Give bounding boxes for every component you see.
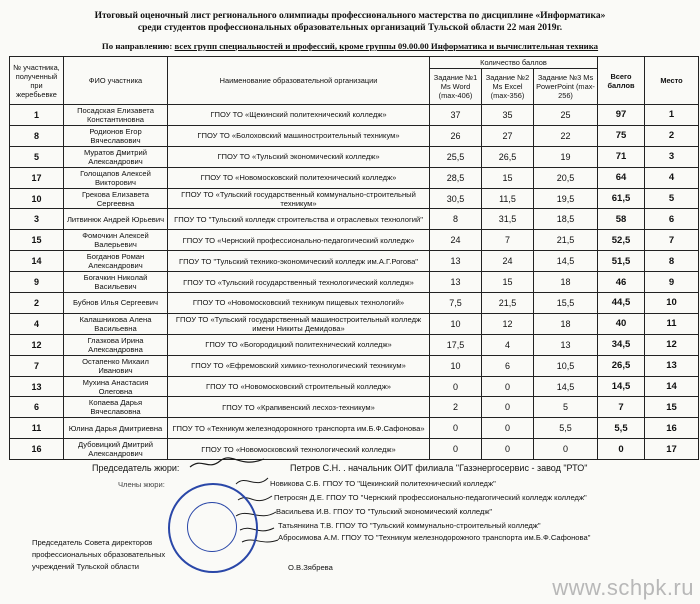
total-score: 51,5 xyxy=(598,251,645,272)
place: 1 xyxy=(645,105,699,126)
organization-name: ГПОУ ТО «Тульский государственный технологический колледж» xyxy=(168,272,430,293)
header-fio: ФИО участника xyxy=(64,57,168,105)
results-table xyxy=(9,56,699,460)
organization-name: ГПОУ ТО «Новомосковский политехнический колледж» xyxy=(168,167,430,188)
participant-number: 17 xyxy=(10,167,64,188)
table-row xyxy=(10,188,699,209)
task-1-score: 26 xyxy=(430,125,482,146)
task-1-score: 37 xyxy=(430,105,482,126)
direction-line xyxy=(0,41,700,51)
task-3-score: 14,5 xyxy=(534,376,598,397)
participant-number: 3 xyxy=(10,209,64,230)
chair-name: Петров С.Н. . начальник ОИТ филиала "Газэнергосервис - завод "РТО" xyxy=(290,463,588,473)
participant-number: 1 xyxy=(10,105,64,126)
task-1-score: 17,5 xyxy=(430,334,482,355)
task-3-score: 18 xyxy=(534,313,598,334)
member-2: Петросян Д.Е. ГПОУ ТО "Чернский профессионально-педагогический колледж колледж" xyxy=(274,493,587,502)
task-2-score: 6 xyxy=(482,355,534,376)
task-3-score: 13 xyxy=(534,334,598,355)
task-3-score: 0 xyxy=(534,439,598,460)
total-score: 0 xyxy=(598,439,645,460)
place: 9 xyxy=(645,272,699,293)
task-1-score: 0 xyxy=(430,439,482,460)
participant-fio: Богачкин Николай Васильевич xyxy=(64,272,168,293)
participant-fio: Копаева Дарья Вячеславовна xyxy=(64,397,168,418)
header-organization: Наименование образовательной организации xyxy=(168,57,430,105)
place: 3 xyxy=(645,146,699,167)
participant-number: 7 xyxy=(10,355,64,376)
total-score: 44,5 xyxy=(598,293,645,314)
task-1-score: 8 xyxy=(430,209,482,230)
title-line-2: среди студентов профессиональных образовательных организаций Тульской области 22 мая 2019г. xyxy=(137,23,563,33)
organization-name: ГПОУ ТО "Тульский колледж строительства и отраслевых технологий" xyxy=(168,209,430,230)
total-score: 34,5 xyxy=(598,334,645,355)
participant-fio: Посадская Елизавета Константиновна xyxy=(64,105,168,126)
task-2-score: 24 xyxy=(482,251,534,272)
total-score: 40 xyxy=(598,313,645,334)
place: 12 xyxy=(645,334,699,355)
header-participant-number: № участника, полученный при жеребьевке xyxy=(10,57,64,105)
council-name: О.В.Зябрева xyxy=(288,563,333,572)
task-3-score: 10,5 xyxy=(534,355,598,376)
participant-number: 12 xyxy=(10,334,64,355)
organization-name: ГПОУ ТО «Чернский профессионально-педагогический колледж» xyxy=(168,230,430,251)
member-4: Татьянкина Т.В. ГПОУ ТО "Тульский коммунально-строительный колледж" xyxy=(278,521,541,530)
task-2-score: 31,5 xyxy=(482,209,534,230)
place: 13 xyxy=(645,355,699,376)
member-5: Абросимова А.М. ГПОУ ТО "Техникум железнодорожного транспорта им.Б.Ф.Сафонова" xyxy=(278,533,591,542)
results-body xyxy=(10,105,699,460)
task-2-score: 15 xyxy=(482,272,534,293)
place: 14 xyxy=(645,376,699,397)
total-score: 58 xyxy=(598,209,645,230)
task-3-score: 5 xyxy=(534,397,598,418)
organization-name: ГПОУ ТО «Ефремовский химико-технологический техникум» xyxy=(168,355,430,376)
table-row xyxy=(10,376,699,397)
task-3-score: 15,5 xyxy=(534,293,598,314)
task-3-score: 19 xyxy=(534,146,598,167)
chair-label: Председатель жюри: xyxy=(92,463,180,473)
organization-name: ГПОУ ТО «Тульский государственный коммунально-строительный техникум» xyxy=(168,188,430,209)
table-row xyxy=(10,251,699,272)
participant-number: 4 xyxy=(10,313,64,334)
task-1-score: 30,5 xyxy=(430,188,482,209)
table-row xyxy=(10,397,699,418)
place: 7 xyxy=(645,230,699,251)
participant-fio: Родионов Егор Вячеславович xyxy=(64,125,168,146)
stamp-emblem xyxy=(187,502,237,552)
table-row xyxy=(10,146,699,167)
table-row xyxy=(10,230,699,251)
table-row xyxy=(10,439,699,460)
task-1-score: 10 xyxy=(430,355,482,376)
place: 10 xyxy=(645,293,699,314)
table-row xyxy=(10,293,699,314)
table-row xyxy=(10,418,699,439)
participant-fio: Богданов Роман Александрович xyxy=(64,251,168,272)
total-score: 64 xyxy=(598,167,645,188)
task-1-score: 25,5 xyxy=(430,146,482,167)
council-line-3: учреждений Тульской области xyxy=(32,562,140,571)
participant-number: 16 xyxy=(10,439,64,460)
task-1-score: 0 xyxy=(430,418,482,439)
table-row xyxy=(10,167,699,188)
place: 2 xyxy=(645,125,699,146)
document-title xyxy=(0,10,700,34)
task-1-score: 13 xyxy=(430,272,482,293)
title-line-1: Итоговый оценочный лист регионального олимпиады профессионального мастерства по дисциплине «Информатика» xyxy=(94,11,606,21)
participant-fio: Глазкова Ирина Александровна xyxy=(64,334,168,355)
participant-fio: Муратов Дмитрий Александрович xyxy=(64,146,168,167)
participant-number: 13 xyxy=(10,376,64,397)
task-3-score: 19,5 xyxy=(534,188,598,209)
task-3-score: 18 xyxy=(534,272,598,293)
task-3-score: 5,5 xyxy=(534,418,598,439)
task-1-score: 28,5 xyxy=(430,167,482,188)
site-watermark: www.schpk.ru xyxy=(552,575,694,600)
organization-name: ГПОУ ТО «Богородицкий политехнический колледж» xyxy=(168,334,430,355)
organization-name: ГПОУ ТО "Тульский технико-экономический колледж им.А.Г.Рогова" xyxy=(168,251,430,272)
place: 5 xyxy=(645,188,699,209)
total-score: 97 xyxy=(598,105,645,126)
task-2-score: 7 xyxy=(482,230,534,251)
participant-number: 2 xyxy=(10,293,64,314)
participant-fio: Грекова Елизавета Сергеевна xyxy=(64,188,168,209)
participant-fio: Литвинюк Андрей Юрьевич xyxy=(64,209,168,230)
organization-name: ГПОУ ТО «Новомосковский техникум пищевых технологий» xyxy=(168,293,430,314)
total-score: 61,5 xyxy=(598,188,645,209)
total-score: 46 xyxy=(598,272,645,293)
task-2-score: 0 xyxy=(482,376,534,397)
task-3-score: 20,5 xyxy=(534,167,598,188)
table-row xyxy=(10,313,699,334)
task-3-score: 21,5 xyxy=(534,230,598,251)
members-label: Члены жюри: xyxy=(118,480,165,489)
organization-name: ГПОУ ТО «Щекинский политехнический колледж» xyxy=(168,105,430,126)
total-score: 14,5 xyxy=(598,376,645,397)
participant-number: 15 xyxy=(10,230,64,251)
task-3-score: 18,5 xyxy=(534,209,598,230)
header-task-2: Задание №2 Ms Excel (max-356) xyxy=(482,69,534,105)
participant-fio: Калашникова Алена Васильевна xyxy=(64,313,168,334)
place: 17 xyxy=(645,439,699,460)
total-score: 52,5 xyxy=(598,230,645,251)
participant-fio: Дубовицкий Дмитрий Александрович xyxy=(64,439,168,460)
organization-name: ГПОУ ТО «Болоховский машиностроительный техникум» xyxy=(168,125,430,146)
participant-number: 5 xyxy=(10,146,64,167)
organization-name: ГПОУ ТО «Новомосковский строительный колледж» xyxy=(168,376,430,397)
total-score: 5,5 xyxy=(598,418,645,439)
task-2-score: 15 xyxy=(482,167,534,188)
task-3-score: 22 xyxy=(534,125,598,146)
task-2-score: 0 xyxy=(482,439,534,460)
place: 4 xyxy=(645,167,699,188)
total-score: 71 xyxy=(598,146,645,167)
table-row xyxy=(10,355,699,376)
header-task-1: Задание №1 Ms Word (max-406) xyxy=(430,69,482,105)
place: 6 xyxy=(645,209,699,230)
direction-text: всех групп специальностей и профессий, кроме группы 09.00.00 Информатика и вычислительная техника xyxy=(174,41,599,51)
header-task-3: Задание №3 Ms PowerPoint (max-256) xyxy=(534,69,598,105)
task-2-score: 4 xyxy=(482,334,534,355)
organization-name: ГПОУ ТО «Техникум железнодорожного транспорта им.Б.Ф.Сафонова» xyxy=(168,418,430,439)
header-total: Всего баллов xyxy=(598,57,645,105)
task-2-score: 0 xyxy=(482,418,534,439)
task-1-score: 13 xyxy=(430,251,482,272)
participant-fio: Фомочкин Алексей Валерьевич xyxy=(64,230,168,251)
place: 11 xyxy=(645,313,699,334)
task-2-score: 12 xyxy=(482,313,534,334)
task-1-score: 7,5 xyxy=(430,293,482,314)
task-2-score: 26,5 xyxy=(482,146,534,167)
council-line-1: Председатель Совета директоров xyxy=(32,538,153,547)
place: 16 xyxy=(645,418,699,439)
participant-fio: Остапенко Михаил Иванович xyxy=(64,355,168,376)
participant-fio: Бубнов Илья Сергеевич xyxy=(64,293,168,314)
organization-name: ГПОУ ТО «Крапивенский лесхоз-техникум» xyxy=(168,397,430,418)
table-row xyxy=(10,105,699,126)
participant-fio: Юлина Дарья Дмитриевна xyxy=(64,418,168,439)
task-3-score: 14,5 xyxy=(534,251,598,272)
task-2-score: 35 xyxy=(482,105,534,126)
member-3: Васильева И.В. ГПОУ ТО "Тульский экономический колледж" xyxy=(276,507,493,516)
table-row xyxy=(10,125,699,146)
header-place: Место xyxy=(645,57,699,105)
task-2-score: 0 xyxy=(482,397,534,418)
member-1: Новикова С.Б. ГПОУ ТО "Щекинский политехнический колледж" xyxy=(270,479,496,488)
table-row xyxy=(10,272,699,293)
place: 15 xyxy=(645,397,699,418)
task-1-score: 10 xyxy=(430,313,482,334)
participant-number: 6 xyxy=(10,397,64,418)
participant-number: 10 xyxy=(10,188,64,209)
task-2-score: 21,5 xyxy=(482,293,534,314)
council-line-2: профессиональных образовательных xyxy=(32,550,166,559)
organization-name: ГПОУ ТО «Тульский государственный машиностроительный колледж имени Никиты Демидова» xyxy=(168,313,430,334)
table-row xyxy=(10,334,699,355)
task-1-score: 0 xyxy=(430,376,482,397)
participant-number: 8 xyxy=(10,125,64,146)
organization-name: ГПОУ ТО «Тульский экономический колледж» xyxy=(168,146,430,167)
direction-prefix: По направлению: xyxy=(101,41,175,51)
participant-fio: Голощапов Алексей Викторович xyxy=(64,167,168,188)
participant-fio: Мухина Анастасия Олеговна xyxy=(64,376,168,397)
place: 8 xyxy=(645,251,699,272)
participant-number: 14 xyxy=(10,251,64,272)
total-score: 75 xyxy=(598,125,645,146)
total-score: 7 xyxy=(598,397,645,418)
official-stamp xyxy=(168,483,258,573)
participant-number: 11 xyxy=(10,418,64,439)
total-score: 26,5 xyxy=(598,355,645,376)
task-1-score: 24 xyxy=(430,230,482,251)
participant-number: 9 xyxy=(10,272,64,293)
task-1-score: 2 xyxy=(430,397,482,418)
table-row xyxy=(10,209,699,230)
organization-name: ГПОУ ТО «Новомосковский технологический колледж» xyxy=(168,439,430,460)
task-2-score: 11,5 xyxy=(482,188,534,209)
task-2-score: 27 xyxy=(482,125,534,146)
task-3-score: 25 xyxy=(534,105,598,126)
header-scores-group: Количество баллов xyxy=(430,57,598,69)
